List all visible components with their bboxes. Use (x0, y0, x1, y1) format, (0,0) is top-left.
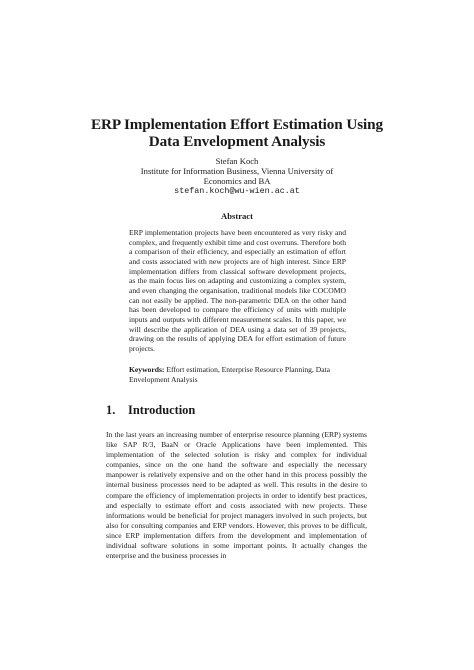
author-email: stefan.koch@wu-wien.ac.at (174, 186, 300, 196)
keywords-label: Keywords: (129, 365, 165, 374)
section-title: Introduction (128, 403, 196, 417)
section-number: 1. (106, 403, 116, 417)
section-heading (106, 403, 368, 417)
author-block (80, 156, 394, 196)
paper-title (60, 116, 414, 150)
abstract-text: ERP implementation projects have been encountered as very risky and complex, and frequently exhibit time and cost overruns. Therefore both a comparison of their efficiency, and especially an estimation of effort and costs associated with new projects are of high interest. Since ERP implementation differs from classical software development projects, as the main focus lies on adapting and customizing a complex system, and even changing the organisation, traditional models like COCOMO can not easily be applied. The non-parametric DEA on the other hand has been developed to compare the efficiency of units with multiple inputs and outputs with different measurement scales. In this paper, we will describe the application of DEA using a data set of 39 projects, drawing on the results of applying DEA for effort estimation of future projects. (129, 228, 346, 353)
affiliation-line-2: Economics and BA (203, 176, 271, 186)
introduction-text: In the last years an increasing number of enterprise resource planning (ERP) systems like SAP R/3, BaaN or Oracle Applications have been implemented. This implementation of the selected solution is risky and complex for individual companies, since on the one hand the software and especially the necessary manpower is relatively expensive and on the other hand in this process possibly the internal business processes need to be adapted as well. This results in the desire to compare the efficiency of implementation projects in order to identify best practices, and especially to estimate effort and costs associated with new projects. These informations would be beneficial for project managers involved in such projects, but also for consulting companies and ERP vendors. However, this proves to be difficult, since ERP implementation differs from the development and implementation of individual software solutions in some important points. It actually changes the enterprise and the business processes in (106, 430, 367, 561)
abstract-body (129, 228, 346, 354)
abstract-heading: Abstract (221, 211, 253, 221)
author-name: Stefan Koch (215, 156, 259, 166)
keywords-text: Effort estimation, Enterprise Resource Planning, Data Envelopment Analysis (129, 365, 331, 384)
affiliation-line-1: Institute for Information Business, Vienna University of (140, 166, 334, 176)
title-line-1: ERP Implementation Effort Estimation Using (91, 116, 383, 133)
keywords (129, 365, 346, 384)
title-line-2: Data Envelopment Analysis (148, 133, 326, 150)
introduction-body (106, 430, 367, 561)
